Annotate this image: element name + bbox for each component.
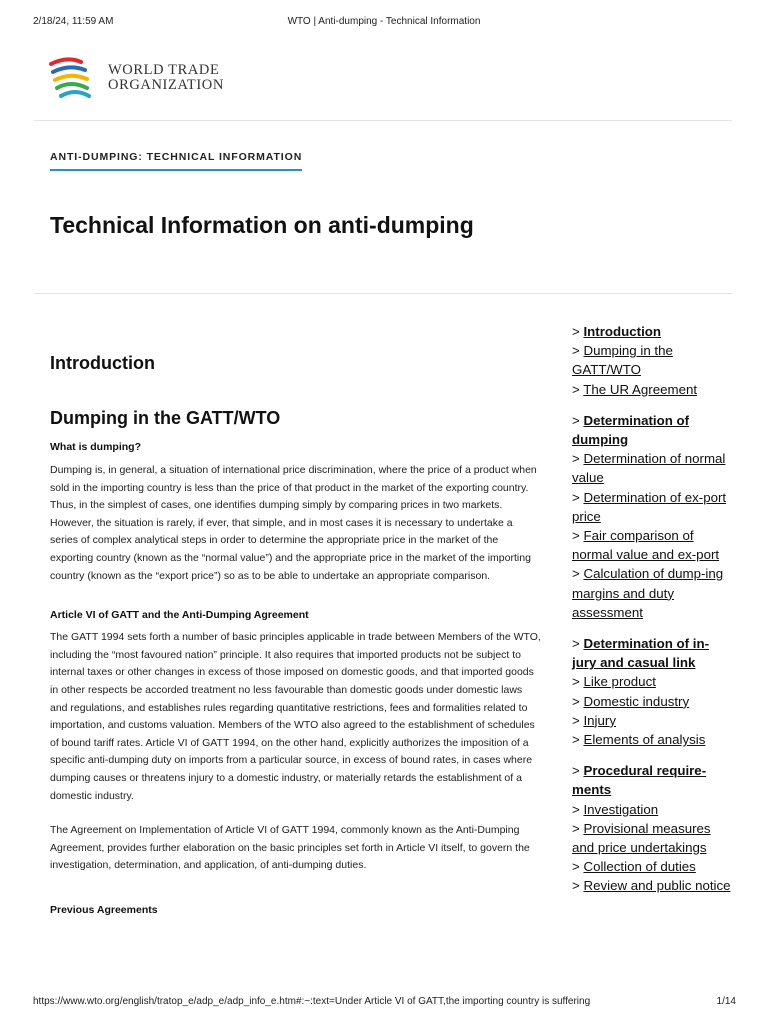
sidebar-item-prefix: > — [572, 566, 584, 582]
sidebar-item — [572, 449, 732, 487]
main-content — [50, 340, 542, 916]
sidebar-item-prefix: > — [572, 324, 584, 339]
sidebar-item-prefix: > — [572, 878, 584, 894]
sidebar-item — [572, 526, 732, 564]
print-page-number: 1/14 — [716, 996, 736, 1007]
introduction-heading: Introduction — [50, 353, 155, 373]
sidebar-item-prefix: > — [572, 801, 584, 817]
logo-line-1: WORLD TRADE — [108, 62, 220, 78]
logo-text — [108, 63, 224, 93]
sidebar-link[interactable]: Determination of in-jury and casual link — [572, 636, 710, 671]
dumping-gatt-heading: Dumping in the GATT/WTO — [50, 408, 281, 428]
sidebar-link[interactable]: Determination of normal value — [572, 451, 726, 486]
sidebar-item — [572, 857, 732, 876]
sidebar-link[interactable]: Domestic industry — [583, 693, 690, 709]
page-title: Technical Information on anti-dumping — [50, 212, 474, 238]
sidebar-item-prefix: > — [572, 343, 584, 359]
paragraph-dumping-definition: Dumping is, in general, a situation of international price discrimination, where the price of a product when sold in the importing country is less than the price of that product in the market of the exporting country. Thus, in the simplest of cases, one identifies dumping simply by comparing prices in two markets. However, the situation is rarely, if ever, that simple, and in most cases it is necessary to undertake a series of complex analytical steps in order to determine the appropriate price in the market of the exporting country (known as the “normal value”) and the appropriate price in the market of the importing country (known as the “export price”) so as to be able to undertake an appropriate comparison. — [50, 464, 537, 582]
header-divider — [34, 120, 732, 121]
sidebar-link[interactable]: Like product — [583, 674, 656, 690]
sidebar-link[interactable]: Investigation — [583, 801, 659, 817]
sidebar-item — [572, 876, 732, 895]
sidebar-item — [572, 564, 732, 622]
section-label[interactable]: ANTI-DUMPING: TECHNICAL INFORMATION — [50, 151, 302, 171]
sidebar-item-prefix: > — [572, 381, 584, 397]
sidebar-link[interactable]: Fair comparison of normal value and ex-port — [572, 528, 720, 563]
sidebar-item — [572, 730, 732, 749]
sidebar-link[interactable]: Elements of analysis — [583, 732, 706, 748]
sidebar-link[interactable]: Collection of duties — [583, 859, 696, 875]
sidebar-item — [572, 341, 732, 379]
sidebar-link[interactable]: Provisional measures and price undertakings — [572, 820, 711, 856]
sidebar-item — [572, 800, 732, 819]
sidebar-item — [572, 819, 732, 857]
sidebar-item — [572, 411, 732, 449]
sidebar-group — [572, 322, 732, 399]
previous-agreements-heading: Previous Agreements — [50, 903, 158, 916]
print-page-title: WTO | Anti-dumping - Technical Information — [287, 16, 481, 27]
sidebar-item-prefix: > — [572, 674, 584, 690]
sidebar-item-prefix: > — [572, 451, 584, 467]
sidebar-item — [572, 672, 732, 691]
sidebar-group — [572, 761, 732, 895]
sidebar-link[interactable]: Injury — [583, 712, 616, 728]
sidebar-group — [572, 634, 732, 749]
sidebar-item-prefix: > — [572, 412, 584, 428]
sidebar-link[interactable]: Review and public notice — [583, 878, 731, 894]
logo-line-2: ORGANIZATION — [108, 77, 224, 93]
sidebar-item-prefix: > — [572, 636, 584, 652]
print-url: https://www.wto.org/english/tratop_e/adp_e/adp_info_e.htm#:~:text=Under Article VI of GATT,the importing country is suffering — [33, 996, 591, 1007]
sidebar-item — [572, 711, 732, 730]
sidebar-link[interactable]: The UR Agreement — [583, 381, 698, 397]
sidebar-item-prefix: > — [572, 763, 584, 779]
sidebar-link[interactable]: Determination of ex-port price — [572, 489, 727, 524]
sidebar-group — [572, 411, 732, 622]
sidebar-item — [572, 322, 732, 341]
paragraph-anti-dumping-agreement: The Agreement on Implementation of Article VI of GATT 1994, commonly known as the Anti-Dumping Agreement, provides further elaboration on the basic principles set forth in Article VI itself, to govern the investigation, determination, and application, of anti-dumping duties. — [50, 824, 530, 872]
what-is-dumping-heading: What is dumping? — [50, 441, 141, 453]
sidebar-item — [572, 634, 732, 672]
sidebar-item — [572, 692, 732, 711]
paragraph-gatt-1994: The GATT 1994 sets forth a number of basic principles applicable in trade between Members of the WTO, including the “most favoured nation” principle. It also requires that imported products not be subject to internal taxes or other changes in excess of those imposed on domestic goods, and that imported goods in other respects be accorded treatment no less favourable than domestic goods under domestic laws and regulations, and establishes rules regarding quantitative restrictions, fees and formalities related to importation, and customs valuation. Members of the WTO also agreed to the establishment of schedules of bound tariff rates. Article VI of GATT 1994, on the other hand, explicitly authorizes the imposition of a specific anti-dumping duty on imports from a particular source, in excess of bound rates, in cases where dumping causes or threatens injury to a domestic industry, or materially retards the establishment of a domestic industry. — [50, 631, 541, 802]
sidebar-nav — [572, 322, 732, 896]
sidebar-item-prefix: > — [572, 693, 584, 709]
sidebar-link[interactable]: Dumping in the GATT/WTO — [572, 343, 673, 378]
sidebar-item-prefix: > — [572, 859, 584, 875]
sidebar-item-prefix: > — [572, 489, 584, 505]
article-vi-heading: Article VI of GATT and the Anti-Dumping Agreement — [50, 609, 309, 622]
sidebar-link[interactable]: Introduction — [583, 324, 662, 339]
sidebar-item-prefix: > — [572, 820, 584, 836]
sidebar-link[interactable]: Procedural require-ments — [572, 763, 707, 798]
sidebar-link[interactable]: Calculation of dump-ing margins and duty assessment — [572, 566, 724, 620]
sidebar-item — [572, 380, 732, 399]
sidebar-item-prefix: > — [572, 712, 584, 728]
sidebar-item-prefix: > — [572, 732, 584, 748]
sidebar-link[interactable]: Determination of dumping — [572, 412, 690, 448]
sidebar-item — [572, 488, 732, 526]
sidebar-item-prefix: > — [572, 528, 584, 544]
title-divider — [34, 293, 732, 294]
print-datetime: 2/18/24, 11:59 AM — [33, 16, 114, 27]
sidebar-item — [572, 761, 732, 799]
